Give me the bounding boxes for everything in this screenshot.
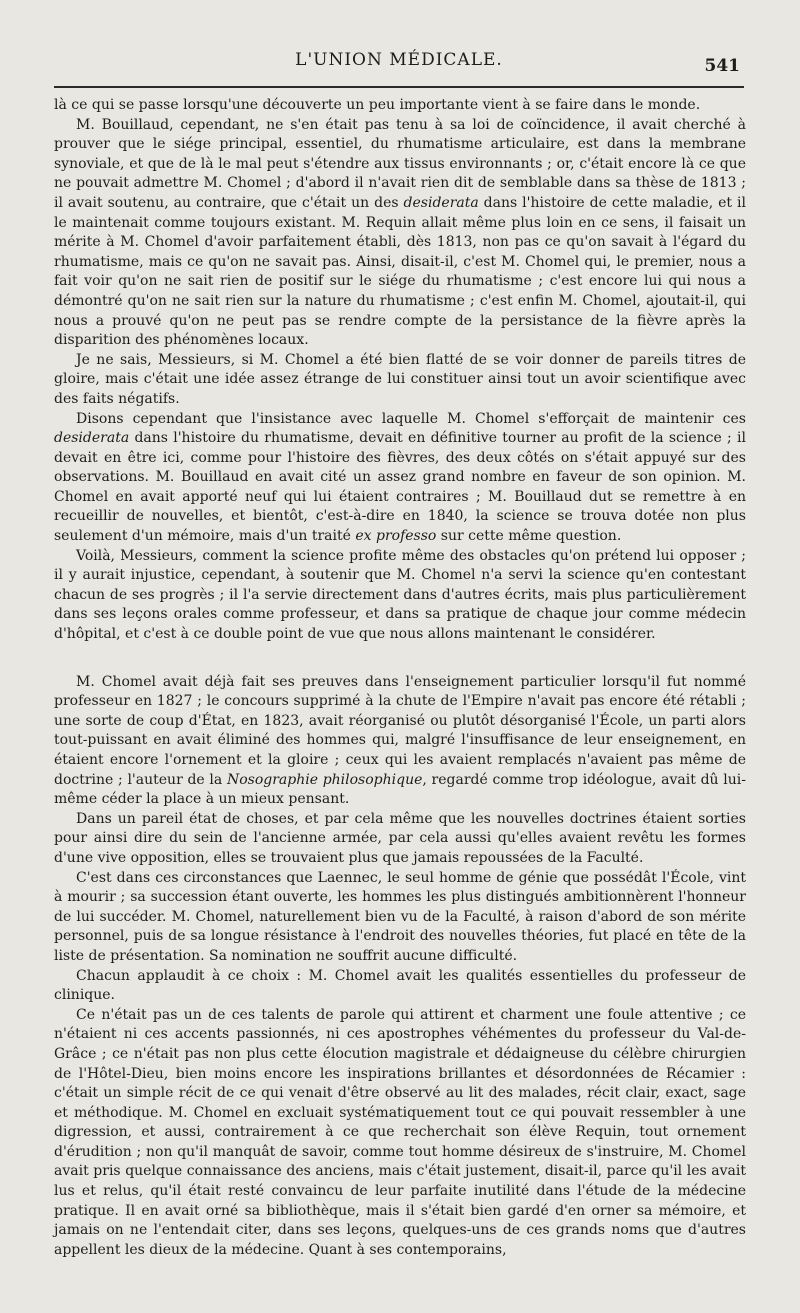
text-run: dans l'histoire du rhumatisme, devait en définitive tourner au profit de la science ; il devait en être ici, comme pour l'histoire des fièvres, des deux côtés on s'était appuyé sur des observations. M. Bouillaud en avait cité un assez grand nombre en faveur de son opinion. M. Chomel en avait apporté neuf qui lui étaient contraires ; M. Bouillaud dut se remettre à en recueillir de nouvelles, et bientôt, c'est-à-dire en 1840, la science se trouva dotée non plus seulement d'un mémoire, mais d'un traité xyxy=(54,430,746,545)
italic-term: desiderata xyxy=(54,430,130,447)
paragraph-p8 xyxy=(54,869,746,967)
text-run: C'est dans ces circonstances que Laennec, le seul homme de génie que possédât l'École, vint à mourir ; sa succession étant ouverte, les hommes les plus distingués ambitionnèrent l'honneur de lui succéder. M. Chomel, naturellement bien vu de la Faculté, à raison d'abord de son mérite personnel, puis de sa longue résistance à l'endroit des nouvelles théories, fut placé en tête de la liste de présentation. Sa nomination ne souffrit aucune difficulté. xyxy=(54,869,746,964)
text-run: M. Chomel avait déjà fait ses preuves dans l'enseignement particulier lorsqu'il fut nommé professeur en 1827 ; le concours supprimé à la chute de l'Empire n'avait pas encore été rétabli ; une sorte de coup d'État, en 1823, avait réorganisé ou plutôt désorganisé l'École, un parti alors tout-puissant en avait éliminé des hommes qui, malgré l'insuffisance de leur enseignement, en étaient encore l'ornement et la gloire ; ceux qui les avaient remplacés n'avaient pas même de doctrine ; l'auteur de la xyxy=(54,673,746,788)
text-run: M. Bouillaud, cependant, ne s'en était pas tenu à sa loi de coïncidence, il avait cherché à prouver que le siége principal, essentiel, du rhumatisme articulaire, est dans la membrane synoviale, et que de là le mal peut s'étendre aux tissus environnants ; or, c'était encore là ce que ne pouvait admettre M. Chomel ; d'abord il n'avait rien dit de semblable dans sa thèse de 1813 ; il avait soutenu, au contraire, que c'était un des xyxy=(54,116,746,211)
paragraph-p5 xyxy=(54,547,746,645)
paragraph-p3 xyxy=(54,351,746,410)
text-run: Voilà, Messieurs, comment la science profite même des obstacles qu'on prétend lui opposer ; il y aurait injustice, cependant, à soutenir que M. Chomel n'a servi la science qu'en contestant chacun de ses progrès ; il l'a servie directement dans d'autres écrits, mais plus particulièrement dans ses leçons orales comme professeur, et dans sa pratique de chaque jour comme médecin d'hôpital, et c'est à ce double point de vue que nous allons maintenant le considérer. xyxy=(54,547,746,643)
paragraph-p10 xyxy=(54,1006,746,1261)
paragraph-p9 xyxy=(54,967,746,1006)
text-run: , regardé comme trop idéologue, avait dû lui-même céder la place à un mieux pensant. xyxy=(54,771,746,808)
italic-term: Nosographie philosophique xyxy=(226,771,423,788)
page-number: 541 xyxy=(704,56,740,76)
italic-term: desiderata xyxy=(403,194,479,211)
paragraph-p4 xyxy=(54,410,746,547)
text-run: Disons cependant que l'insistance avec laquelle M. Chomel s'efforçait de maintenir ces xyxy=(76,410,746,427)
text-run: là ce qui se passe lorsqu'une découverte un peu importante vient à se faire dans le monde. xyxy=(54,97,701,113)
text-run: Je ne sais, Messieurs, si M. Chomel a été bien flatté de se voir donner de pareils titres de gloire, mais c'était une idée assez étrange de lui constituer ainsi tout un avoir scientifique avec des faits négatifs. xyxy=(54,351,746,407)
paragraph-p1 xyxy=(54,96,746,116)
text-run: sur cette même question. xyxy=(436,528,622,545)
paragraph-p7 xyxy=(54,810,746,869)
italic-term: ex professo xyxy=(355,528,437,545)
paragraph-p2 xyxy=(54,116,746,351)
text-run: Ce n'était pas un de ces talents de parole qui attirent et charment une foule attentive ; ce n'étaient ni ces accents passionnés, ni ces apostrophes véhémentes du professeur du Val-de-Grâce ; ce n'était pas non plus cette élocution magistrale et dédaigneuse du célèbre chirurgien de l'Hôtel-Dieu, bien moins encore les inspirations brillantes et désordonnées de Récamier : c'était un simple récit de ce qui venait d'être observé au lit des malades, récit clair, exact, sage et méthodique. M. Chomel en excluait systématiquement tout ce qui pouvait ressembler à une digression, et aussi, contrairement à ce que recherchait son élève Requin, tout ornement d'érudition ; non qu'il manquât de savoir, comme tout homme désireux de s'instruire, M. Chomel avait pris quelque connaissance des anciens, mais c'était justement, disait-il, parce qu'il les avait lus et relus, qu'il était resté convaincu de leur parfaite inutilité dans l'étude de la médecine pratique. Il en avait orné sa bibliothèque, mais il s'était bien gardé d'en orner sa mémoire, et jamais on ne l'entendait citer, dans ses leçons, quelques-uns de ces grands noms que d'autres appellent les dieux de la médecine. Quant à ses contemporains, xyxy=(54,1006,746,1258)
running-title: L'UNION MÉDICALE. xyxy=(295,50,503,70)
body-text xyxy=(54,96,746,1260)
text-run: Chacun applaudit à ce choix : M. Chomel avait les qualités essentielles du professeur de clinique. xyxy=(54,967,746,1004)
text-run: dans l'histoire de cette maladie, et il le maintenait comme toujours existant. M. Requin allait même plus loin en ce sens, il faisait un mérite à M. Chomel d'avoir parfaitement établi, dès 1813, non pas ce qu'on savait à l'égard du rhumatisme, mais ce qu'on ne savait pas. Ainsi, disait-il, c'est M. Chomel qui, le premier, nous a fait voir qu'on ne sait rien de positif sur le siége du rhumatisme ; c'est encore lui qui nous a démontré qu'on ne sait rien sur la nature du rhumatisme ; c'est enfin M. Chomel, ajoutait-il, qui nous a prouvé qu'on ne peut pas se rendre compte de la persistance de la fièvre après la disparition des phénomènes locaux. xyxy=(54,194,746,349)
paragraph-p6 xyxy=(54,673,746,810)
header-rule xyxy=(54,86,744,88)
text-run: Dans un pareil état de choses, et par cela même que les nouvelles doctrines étaient sorties pour ainsi dire du sein de l'ancienne armée, par cela aussi qu'elles avaient revêtu les formes d'une vive opposition, elles se trouvaient plus que jamais repoussées de la Faculté. xyxy=(54,810,746,866)
running-header xyxy=(54,50,744,80)
